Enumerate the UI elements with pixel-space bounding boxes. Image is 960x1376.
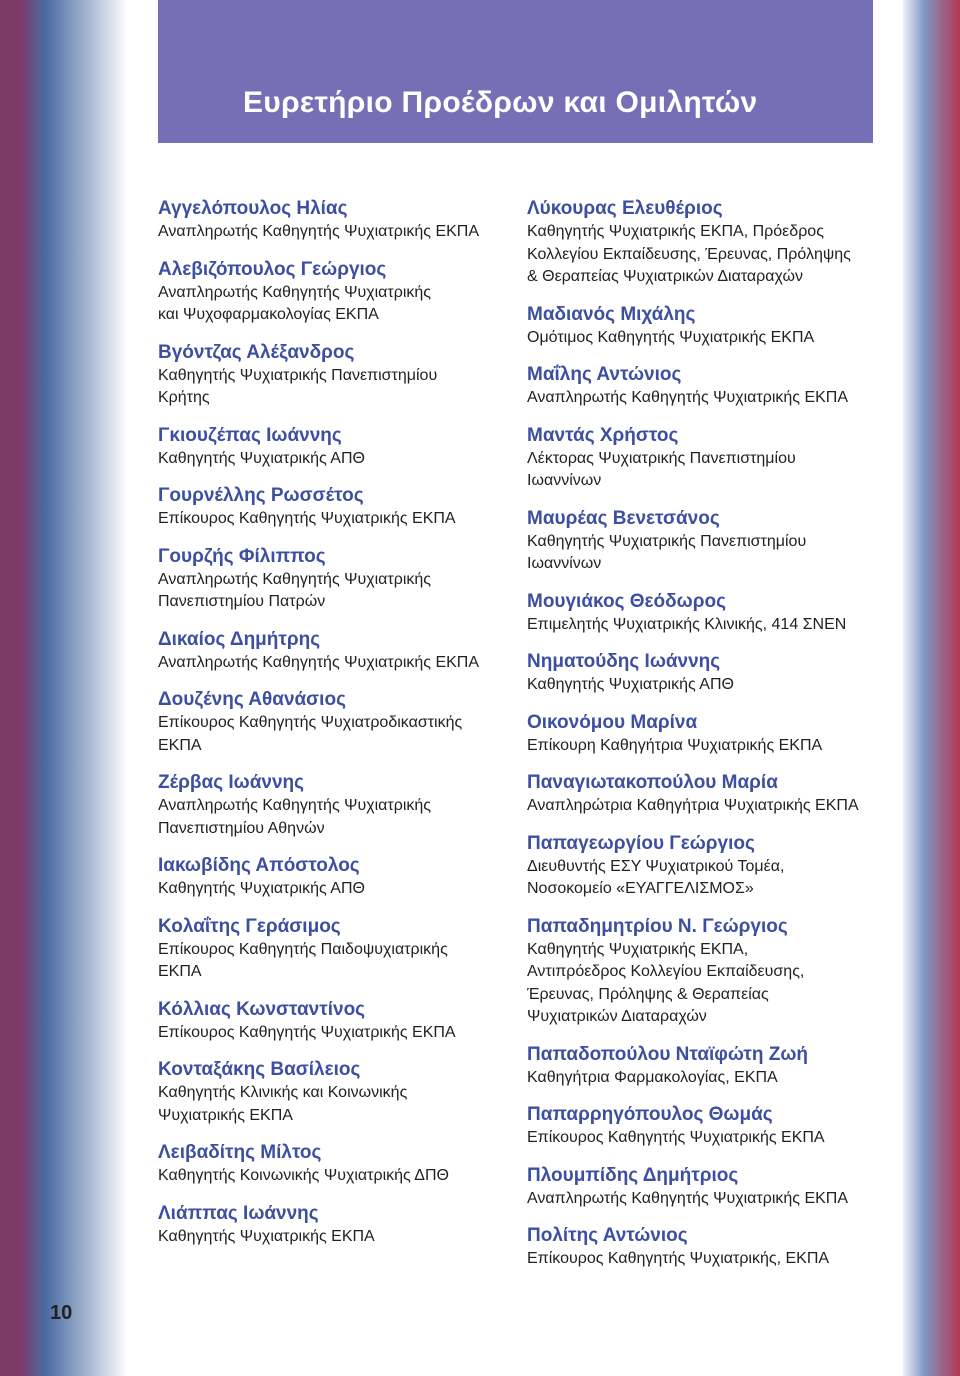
speaker-name: Λειβαδίτης Μίλτος (158, 1142, 322, 1163)
speaker-title-line: Καθηγητής Ψυχιατρικής ΑΠΘ (527, 676, 734, 693)
speaker-title-line: & Θεραπείας Ψυχιατρικών Διαταραχών (527, 268, 803, 285)
speaker-entry (158, 771, 508, 840)
speaker-title-line: Επίκουρος Καθηγητής Ψυχιατροδικαστικής (158, 714, 463, 731)
speaker-name: Γουρζής Φίλιππος (158, 545, 326, 567)
speaker-title-line: ΕΚΠΑ (158, 736, 202, 754)
speaker-title-line: Επίκουρος Καθηγητής Ψυχιατρικής ΕΚΠΑ (527, 1129, 825, 1146)
page-number: 10 (50, 1302, 73, 1324)
speaker-title-line: Αναπληρωτής Καθηγητής Ψυχιατρικής (158, 283, 432, 301)
speaker-title-line: Καθηγητής Ψυχιατρικής Πανεπιστημίου (158, 366, 438, 384)
speaker-entry (527, 197, 887, 289)
speaker-name: Οικονόμου Μαρίνα (527, 711, 698, 733)
speaker-name: Ιακωβίδης Απόστολος (158, 855, 360, 876)
speaker-title-line: Λέκτορας Ψυχιατρικής Πανεπιστημίου (527, 449, 796, 467)
speaker-title-line: Καθηγητής Ψυχιατρικής ΑΠΘ (158, 449, 365, 467)
speaker-name: Μαυρέας Βενετσάνος (527, 507, 720, 529)
speaker-title-line: Ιωαννίνων (527, 555, 602, 572)
speaker-entry (158, 484, 508, 531)
speaker-name: Γκιουζέπας Ιωάννης (158, 424, 342, 446)
speaker-title-line: Πανεπιστημίου Πατρών (158, 593, 326, 610)
speaker-name: Λύκουρας Ελευθέριος (527, 198, 723, 219)
speaker-title-line: Αναπληρωτής Καθηγητής Ψυχιατρικής (158, 797, 432, 814)
speaker-title-line: Καθηγητής Ψυχιατρικής ΑΠΘ (158, 880, 365, 897)
speaker-title-line: Αναπληρώτρια Καθηγήτρια Ψυχιατρικής ΕΚΠΑ (527, 797, 859, 814)
speaker-entry (527, 1224, 887, 1271)
speaker-name: Μουγιάκος Θεόδωρος (527, 590, 726, 612)
speaker-title-line: Αναπληρωτής Καθηγητής Ψυχιατρικής ΕΚΠΑ (158, 223, 480, 240)
speaker-name: Αλεβιζόπουλος Γεώργιος (158, 258, 387, 280)
speaker-title-line: Νοσοκομείο «ΕΥΑΓΓΕΛΙΣΜΟΣ» (527, 880, 754, 897)
speaker-name: Δικαίος Δημήτρης (158, 628, 321, 650)
speaker-entry (158, 258, 508, 327)
speaker-name: Κολαΐτης Γεράσιμος (158, 915, 341, 937)
speaker-entry (158, 1141, 508, 1188)
speaker-title-line: Καθηγητής Ψυχιατρικής ΕΚΠΑ, Πρόεδρος (527, 223, 824, 240)
speaker-title-line: Επίκουρος Καθηγητής Παιδοψυχιατρικής (158, 940, 448, 958)
speaker-title-line: Ψυχιατρικών Διαταραχών (527, 1008, 707, 1025)
speaker-name: Παναγιωτακοπούλου Μαρία (527, 772, 778, 793)
speaker-entry (158, 998, 508, 1045)
speaker-name: Μαντάς Χρήστος (527, 424, 679, 446)
speaker-title-line: Επίκουρος Καθηγητής Ψυχιατρικής ΕΚΠΑ (158, 510, 456, 527)
speaker-name: Παπαρρηγόπουλος Θωμάς (527, 1104, 773, 1125)
speaker-name: Αγγελόπουλος Ηλίας (158, 198, 348, 219)
speaker-title-line: Καθηγητής Ψυχιατρικής Πανεπιστημίου (527, 532, 807, 550)
speaker-title-line: Κολλεγίου Εκπαίδευσης, Έρευνας, Πρόληψης (527, 245, 851, 263)
speaker-entry (158, 854, 508, 901)
right-column (527, 197, 887, 1285)
speaker-entry (527, 590, 887, 637)
speaker-title-line: Καθηγήτρια Φαρμακολογίας, ΕΚΠΑ (527, 1068, 778, 1086)
speaker-title-line: Καθηγητής Κλινικής και Κοινωνικής (158, 1084, 408, 1101)
speaker-entry (158, 545, 508, 614)
speaker-title-line: Πανεπιστημίου Αθηνών (158, 819, 325, 837)
left-column (158, 197, 508, 1262)
speaker-entry (527, 363, 887, 410)
page-title: Ευρετήριο Προέδρων και Ομιλητών (243, 86, 758, 119)
speaker-name: Λιάππας Ιωάννης (158, 1202, 319, 1224)
speaker-entry (158, 1202, 508, 1249)
speaker-entry (527, 650, 887, 697)
speaker-name: Παπαδοπούλου Νταϊφώτη Ζωή (527, 1043, 809, 1065)
speaker-name: Κονταξάκης Βασίλειος (158, 1059, 361, 1080)
speaker-entry (158, 197, 508, 244)
speaker-name: Πολίτης Αντώνιος (527, 1225, 688, 1246)
speaker-title-line: Επίκουρος Καθηγητής Ψυχιατρικής, ΕΚΠΑ (527, 1250, 830, 1267)
speaker-name: Κόλλιας Κωνσταντίνος (158, 998, 366, 1020)
speaker-entry (527, 1103, 887, 1150)
speaker-title-line: Διευθυντής ΕΣΥ Ψυχιατρικού Τομέα, (527, 857, 785, 875)
speaker-name: Παπαγεωργίου Γεώργιος (527, 832, 755, 854)
speaker-entry (527, 711, 887, 758)
speaker-title-line: Επίκουρη Καθηγήτρια Ψυχιατρικής ΕΚΠΑ (527, 736, 823, 754)
speaker-title-line: Αντιπρόεδρος Κολλεγίου Εκπαίδευσης, (527, 963, 805, 980)
speaker-name: Παπαδημητρίου Ν. Γεώργιος (527, 915, 788, 937)
speaker-title-line: Επιμελητής Ψυχιατρικής Κλινικής, 414 ΣΝΕΝ (527, 615, 847, 633)
speaker-title-line: Καθηγητής Κοινωνικής Ψυχιατρικής ΔΠΘ (158, 1167, 449, 1184)
speaker-entry (527, 303, 887, 350)
speaker-title-line: Ψυχιατρικής ΕΚΠΑ (158, 1106, 293, 1124)
header-banner (158, 0, 873, 143)
speaker-entry (527, 771, 887, 818)
speaker-entry (527, 507, 887, 576)
speaker-title-line: Καθηγητής Ψυχιατρικής ΕΚΠΑ, (527, 940, 749, 958)
speaker-entry (158, 341, 508, 410)
speaker-title-line: και Ψυχοφαρμακολογίας ΕΚΠΑ (158, 306, 379, 323)
speaker-title-line: Αναπληρωτής Καθηγητής Ψυχιατρικής ΕΚΠΑ (527, 1189, 849, 1207)
speaker-entry (158, 424, 508, 471)
speaker-title-line: Αναπληρωτής Καθηγητής Ψυχιατρικής (158, 570, 432, 588)
speaker-entry (158, 915, 508, 984)
speaker-name: Μαδιανός Μιχάλης (527, 303, 696, 325)
speaker-entry (158, 688, 508, 757)
speaker-name: Βγόντζας Αλέξανδρος (158, 341, 355, 363)
speaker-name: Ζέρβας Ιωάννης (158, 772, 304, 793)
speaker-entry (527, 1043, 887, 1090)
speaker-title-line: Αναπληρωτής Καθηγητής Ψυχιατρικής ΕΚΠΑ (527, 389, 849, 406)
speaker-name: Πλουμπίδης Δημήτριος (527, 1164, 739, 1186)
speaker-title-line: ΕΚΠΑ (158, 963, 202, 980)
speaker-name: Γουρνέλλης Ρωσσέτος (158, 485, 364, 506)
speaker-entry (527, 1164, 887, 1211)
speaker-entry (527, 424, 887, 493)
speaker-title-line: Αναπληρωτής Καθηγητής Ψυχιατρικής ΕΚΠΑ (158, 653, 480, 671)
speaker-entry (158, 628, 508, 675)
speaker-name: Μαΐλης Αντώνιος (527, 364, 682, 385)
speaker-entry (527, 915, 887, 1029)
speaker-title-line: Ομότιμος Καθηγητής Ψυχιατρικής ΕΚΠΑ (527, 328, 815, 346)
speaker-title-line: Κρήτης (158, 389, 210, 406)
speaker-name: Νηματούδης Ιωάννης (527, 651, 721, 672)
speaker-title-line: Καθηγητής Ψυχιατρικής ΕΚΠΑ (158, 1227, 375, 1245)
speaker-title-line: Έρευνας, Πρόληψης & Θεραπείας (527, 985, 769, 1003)
speaker-entry (527, 832, 887, 901)
speaker-title-line: Ιωαννίνων (527, 472, 602, 489)
speaker-name: Δουζένης Αθανάσιος (158, 689, 346, 710)
speaker-entry (158, 1058, 508, 1127)
speaker-title-line: Επίκουρος Καθηγητής Ψυχιατρικής ΕΚΠΑ (158, 1023, 456, 1041)
